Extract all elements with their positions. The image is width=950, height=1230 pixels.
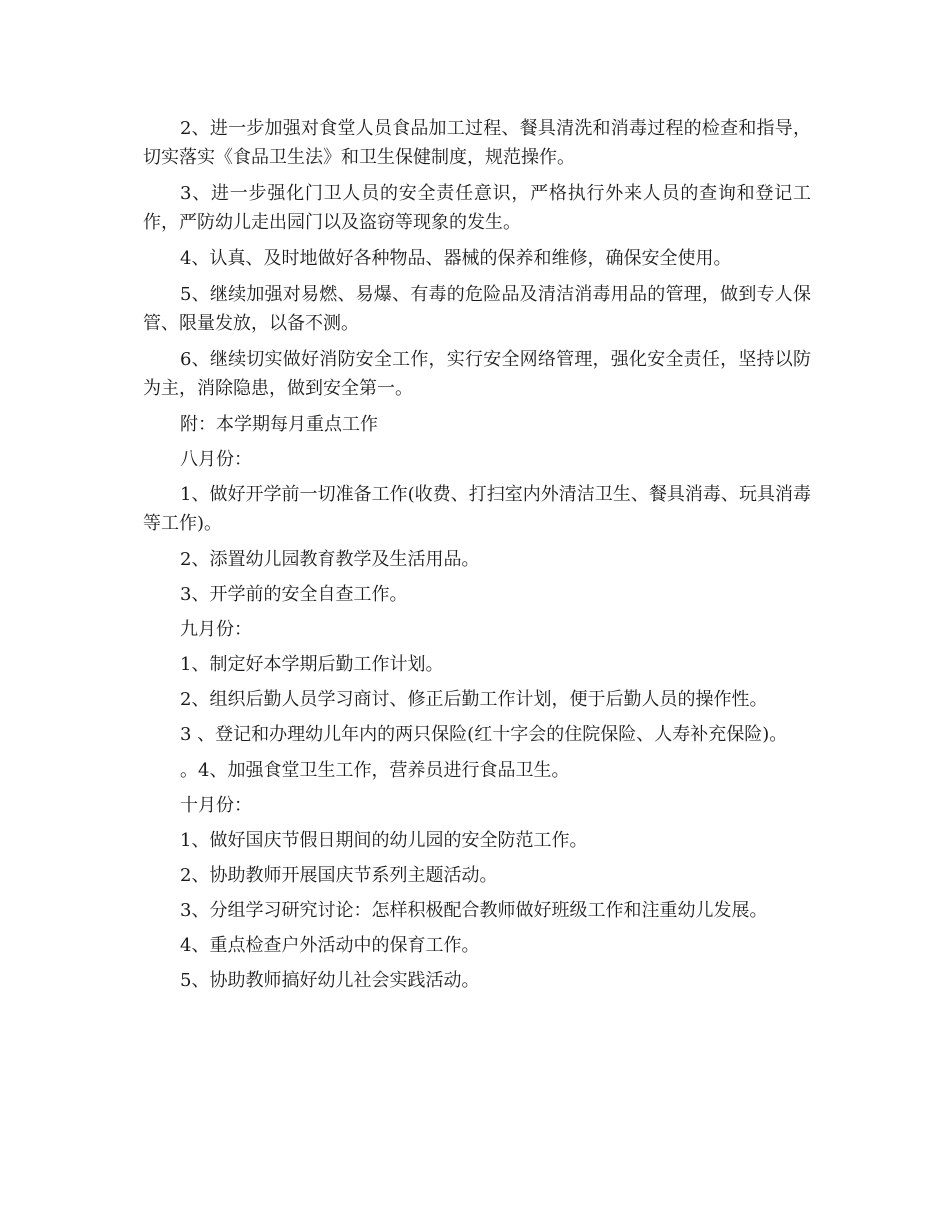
paragraph-canteen-inspection: 2、进一步加强对食堂人员食品加工过程、餐具清洗和消毒过程的检查和指导，切实落实《食品卫生法》和卫生保健制度，规范操作。 <box>143 118 811 168</box>
august-item-2: 2、添置幼儿园教育教学及生活用品。 <box>180 549 480 570</box>
october-item-3: 3、分组学习研究讨论：怎样积极配合教师做好班级工作和注重幼儿发展。 <box>180 900 768 921</box>
month-heading-september: 九月份： <box>180 619 252 640</box>
month-heading-october: 十月份： <box>180 795 252 816</box>
document-body <box>143 114 811 1001</box>
paragraph-equipment-maintenance: 4、认真、及时地做好各种物品、器械的保养和维修，确保安全使用。 <box>180 248 732 269</box>
paragraph-gatekeeper-safety: 3、进一步强化门卫人员的安全责任意识，严格执行外来人员的查询和登记工作，严防幼儿走出园门以及盗窃等现象的发生。 <box>143 183 811 233</box>
month-heading-august: 八月份： <box>180 449 252 470</box>
paragraph-fire-safety: 6、继续切实做好消防安全工作，实行安全网络管理，强化安全责任，坚持以防为主，消除隐患，做到安全第一。 <box>143 349 811 399</box>
october-item-5: 5、协助教师搞好幼儿社会实践活动。 <box>180 970 480 991</box>
august-item-3: 3、开学前的安全自查工作。 <box>180 584 408 605</box>
october-item-4: 4、重点检查户外活动中的保育工作。 <box>180 935 480 956</box>
august-item-1: 1、做好开学前一切准备工作(收费、打扫室内外清洁卫生、餐具消毒、玩具消毒等工作)。 <box>143 484 811 534</box>
september-item-2: 2、组织后勤人员学习商讨、修正后勤工作计划，便于后勤人员的操作性。 <box>180 689 768 710</box>
appendix-heading: 附：本学期每月重点工作 <box>180 414 378 435</box>
paragraph-hazardous-materials: 5、继续加强对易燃、易爆、有毒的危险品及清洁消毒用品的管理，做到专人保管、限量发放，以备不测。 <box>143 284 811 334</box>
october-item-1: 1、做好国庆节假日期间的幼儿园的安全防范工作。 <box>180 830 588 851</box>
september-item-1: 1、制定好本学期后勤工作计划。 <box>180 654 444 675</box>
october-item-2: 2、协助教师开展国庆节系列主题活动。 <box>180 865 498 886</box>
september-item-3: 3 、登记和办理幼儿年内的两只保险(红十字会的住院保险、人寿补充保险)。 <box>180 724 788 745</box>
september-item-4: 。4、加强食堂卫生工作，营养员进行食品卫生。 <box>180 760 570 781</box>
